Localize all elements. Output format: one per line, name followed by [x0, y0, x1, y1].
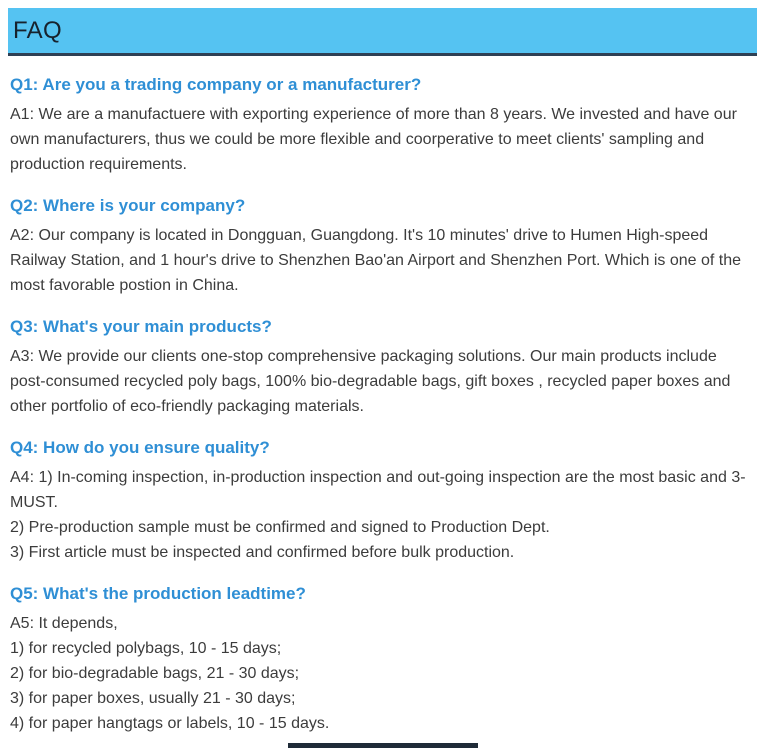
faq-answer-paragraph: 2) Pre-production sample must be confirmed and signed to Production Dept. — [10, 519, 550, 536]
faq-item-q4 — [10, 437, 755, 565]
faq-question-q4: Q4: How do you ensure quality? — [10, 438, 270, 457]
partial-next-section-bar — [288, 743, 478, 748]
faq-question-q5: Q5: What's the production leadtime? — [10, 584, 306, 603]
faq-answer-paragraph: 4) for paper hangtags or labels, 10 - 15 days. — [10, 715, 330, 732]
faq-section-header — [8, 8, 757, 56]
faq-item-q3 — [10, 316, 755, 419]
faq-answer-a4 — [10, 465, 755, 565]
faq-question-q2: Q2: Where is your company? — [10, 196, 246, 215]
faq-answer-paragraph: 1) for recycled polybags, 10 - 15 days; — [10, 640, 282, 657]
faq-content — [8, 74, 757, 736]
faq-item-q2 — [10, 195, 755, 298]
faq-answer-paragraph: A4: 1) In-coming inspection, in-production inspection and out-going inspection are the most basic and 3-MUST. — [10, 469, 746, 511]
faq-answer-paragraph: A1: We are a manufactuere with exporting experience of more than 8 years. We invested and have our own manufacturers, thus we could be more flexible and coorperative to meet clients' sampling and production requirements. — [10, 106, 737, 173]
faq-answer-paragraph: 3) for paper boxes, usually 21 - 30 days; — [10, 690, 296, 707]
faq-item-q1 — [10, 74, 755, 177]
faq-answer-a5 — [10, 611, 755, 736]
faq-answer-a3 — [10, 344, 755, 419]
faq-answer-paragraph: A5: It depends, — [10, 615, 118, 632]
faq-answer-a1 — [10, 102, 755, 177]
faq-answer-paragraph: 3) First article must be inspected and confirmed before bulk production. — [10, 544, 515, 561]
faq-answer-a2 — [10, 223, 755, 298]
faq-answer-paragraph: A2: Our company is located in Dongguan, Guangdong. It's 10 minutes' drive to Humen High-speed Railway Station, and 1 hour's drive to Shenzhen Bao'an Airport and Shenzhen Port. Which is one of the most favorable postion in China. — [10, 227, 741, 294]
faq-answer-paragraph: 2) for bio-degradable bags, 21 - 30 days; — [10, 665, 300, 682]
faq-question-q1: Q1: Are you a trading company or a manufacturer? — [10, 75, 422, 94]
faq-section-title: FAQ — [13, 16, 62, 44]
faq-answer-paragraph: A3: We provide our clients one-stop comprehensive packaging solutions. Our main products include post-consumed recycled poly bags, 100% bio-degradable bags, gift boxes , recycled paper boxes and other portfolio of eco-friendly packaging materials. — [10, 348, 731, 415]
faq-item-q5 — [10, 583, 755, 736]
faq-question-q3: Q3: What's your main products? — [10, 317, 272, 336]
